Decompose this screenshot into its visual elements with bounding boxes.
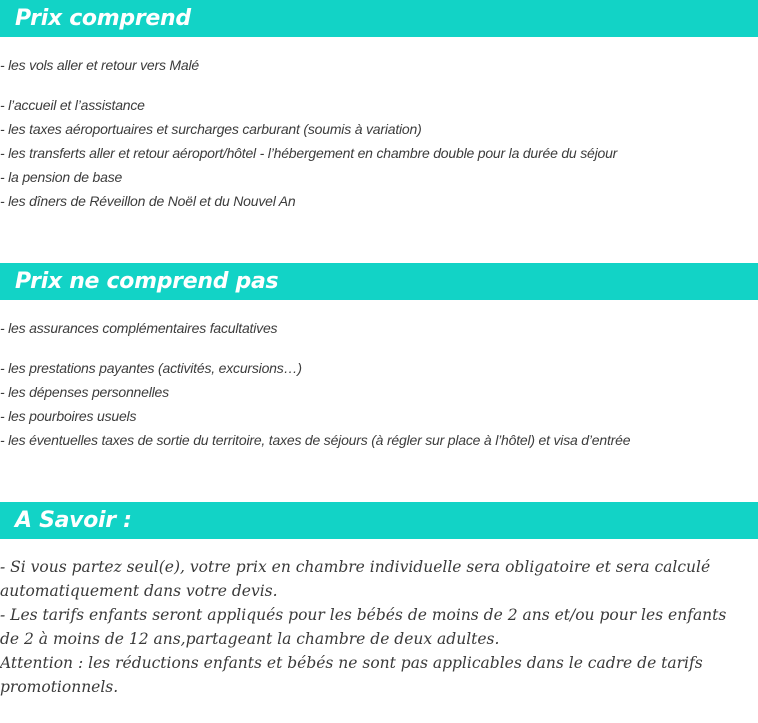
- list-item: - les prestations payantes (activités, excursions…): [0, 360, 302, 376]
- section-title-prix-comprend: Prix comprend: [0, 0, 758, 37]
- list-item: - les taxes aéroportuaires et surcharges carburant (soumis à variation): [0, 121, 422, 137]
- excluded-list: [0, 316, 758, 452]
- included-list: [0, 53, 758, 213]
- list-item: - les assurances complémentaires facultatives: [0, 320, 278, 336]
- list-item: - l’accueil et l’assistance: [0, 97, 145, 113]
- list-item: - les éventuelles taxes de sortie du territoire, taxes de séjours (à régler sur place à l’hôtel) et visa d’entrée: [0, 432, 631, 448]
- info-paragraph: - Si vous partez seul(e), votre prix en chambre individuelle sera obligatoire et sera calculé automatiquement dans votre devis.: [0, 558, 711, 600]
- list-item: - les vols aller et retour vers Malé: [0, 57, 199, 73]
- section-title-a-savoir: A Savoir :: [0, 502, 758, 539]
- info-paragraph: - Les tarifs enfants seront appliqués pour les bébés de moins de 2 ans et/ou pour les enfants de 2 à moins de 12 ans,partageant la chambre de deux adultes.: [0, 606, 727, 648]
- list-item: - les dîners de Réveillon de Noël et du Nouvel An: [0, 193, 296, 209]
- list-item: - les pourboires usuels: [0, 408, 137, 424]
- list-item: - les transferts aller et retour aéroport/hôtel - l’hébergement en chambre double pour la durée du séjour: [0, 145, 618, 161]
- list-item: - la pension de base: [0, 169, 123, 185]
- section-title-prix-ne-comprend-pas: Prix ne comprend pas: [0, 263, 758, 300]
- info-text: [0, 555, 750, 699]
- list-item: - les dépenses personnelles: [0, 384, 169, 400]
- info-paragraph: Attention : les réductions enfants et bébés ne sont pas applicables dans le cadre de tarifs promotionnels.: [0, 654, 703, 696]
